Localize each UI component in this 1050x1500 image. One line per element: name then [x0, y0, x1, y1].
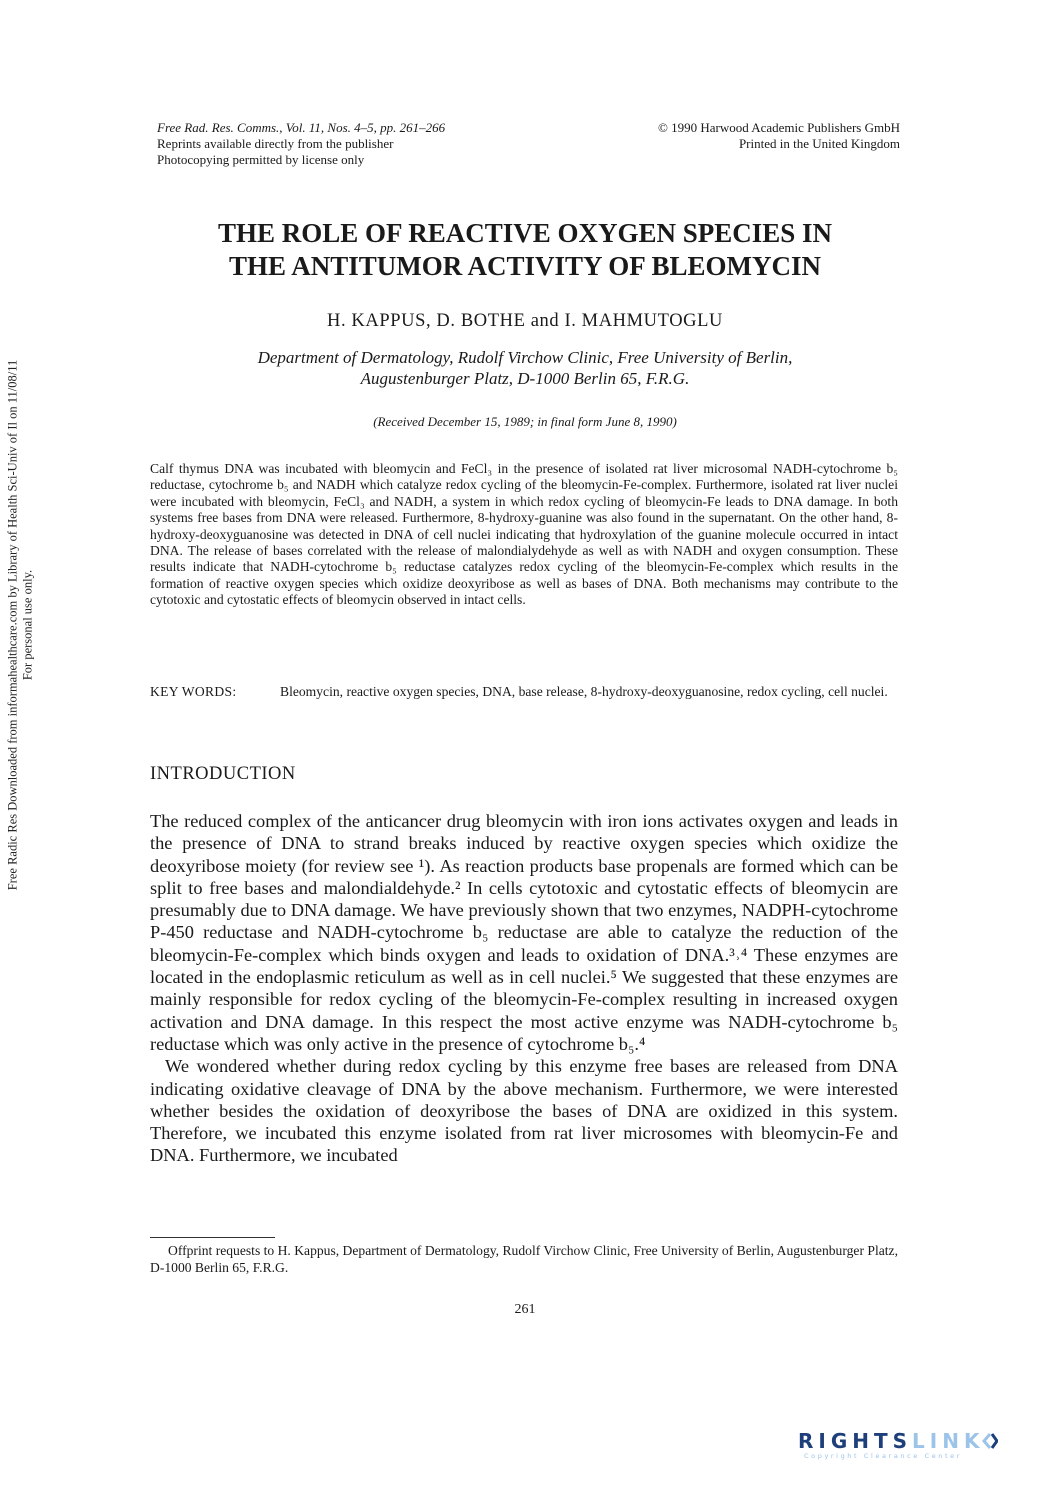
keywords-text: Bleomycin, reactive oxygen species, DNA, base release, 8-hydroxy-deoxyguanosine, redox cycling, cell nuclei. — [280, 684, 888, 699]
logo-tagline: Copyright Clearance Center — [804, 1452, 963, 1460]
download-line: Free Radic Res Downloaded from informahealthcare.com by Library of Health Sci-Univ of Il on 11/08/11 — [5, 359, 19, 891]
copyright-line: © 1990 Harwood Academic Publishers GmbH — [657, 120, 900, 135]
affiliation-line-1: Department of Dermatology, Rudolf Virchow Clinic, Free University of Berlin, — [257, 348, 793, 367]
footnote: Offprint requests to H. Kappus, Department of Dermatology, Rudolf Virchow Clinic, Free University of Berlin, Augustenburger Platz, D-1000 Berlin 65, F.R.G. — [150, 1243, 898, 1275]
citation-line-2: Reprints available directly from the publisher — [157, 136, 394, 151]
received-dates: (Received December 15, 1989; in final form June 8, 1990) — [373, 414, 677, 429]
title-line-2: THE ANTITUMOR ACTIVITY OF BLEOMYCIN — [228, 251, 822, 281]
abstract: Calf thymus DNA was incubated with bleomycin and FeCl₃ in the presence of isolated rat liver microsomal NADH-cytochrome b₅ reductase, cytochrome b₅ and NADH which catalyze redox cycling of the bleomycin-Fe-complex. Furthermore, isolated rat liver nuclei were incubated with bleomycin, FeCl₃ and NADH, a system in which redox cycling of bleomycin-Fe leads to DNA damage. In both systems free bases from DNA were released. Furthermore, 8-hydroxy-guanine was also found in the supernatant. On the other hand, 8-hydroxy-deoxyguanosine was detected in DNA of cell nuclei indicating that hydroxylation of the guanine molecule occurred in intact DNA. The release of bases correlated with the release of malondialydehyde as well as with NADH and oxygen consumption. These results indicate that NADH-cytochrome b₅ reductase catalyzes redox cycling of the bleomycin-Fe-complex which results in the formation of reactive oxygen species which oxidize deoxyribose as well as bases of DNA. Both mechanisms may contribute to the cytotoxic and cytostatic effects of bleomycin observed in intact cells. — [150, 461, 898, 608]
publisher-info — [560, 120, 900, 152]
body-paragraph: We wondered whether during redox cycling by this enzyme free bases are released from DNA indicating oxidative cleavage of DNA by the above mechanism. Furthermore, we were interested whether besides the oxidation of deoxyribose the bases of DNA are oxidized in this system. Therefore, we incubated this enzyme isolated from rat liver microsomes with bleomycin-Fe and DNA. Furthermore, we incubated — [150, 1056, 898, 1166]
logo-word-light: LINK — [912, 1429, 985, 1453]
keywords-label: KEY WORDS: — [150, 684, 237, 699]
page-number: 261 — [514, 1302, 536, 1317]
footnote-rule — [150, 1237, 275, 1238]
download-watermark — [0, 355, 40, 895]
chevron-icon — [980, 1432, 998, 1450]
keywords — [150, 684, 898, 700]
journal-citation — [157, 120, 577, 168]
logo-word-dark: RIGHTS — [798, 1429, 913, 1453]
citation-line-1: Free Rad. Res. Comms., Vol. 11, Nos. 4–5, pp. 261–266 — [157, 120, 446, 135]
citation-line-3: Photocopying permitted by license only — [157, 152, 365, 167]
affiliation-line-2: Augustenburger Platz, D-1000 Berlin 65, F.R.G. — [360, 369, 690, 388]
body-paragraph: The reduced complex of the anticancer drug bleomycin with iron ions activates oxygen and leads in the presence of DNA to strand breaks induced by reactive oxygen species which oxidize the deoxyribose moiety (for review see ¹). As reaction products base propenals are formed which can be split to free bases and malondialdehyde.² In cells cytotoxic and cytostatic effects of bleomycin are presumably due to DNA damage. We have previously shown that two enzymes, NADPH-cytochrome P-450 reductase and NADH-cytochrome b₅ reductase are able to catalyze the reduction of the bleomycin-Fe-complex which binds oxygen and leads to oxidation of DNA.³˒⁴ These enzymes are located in the endoplasmic reticulum as well as in cell nuclei.⁵ We suggested that these enzymes are mainly responsible for redox cycling of the bleomycin-Fe-complex resulting in increased oxygen activation and DNA damage. In this respect the most active enzyme was NADH-cytochrome b₅ reductase which was only active in the presence of cytochrome b₅.⁴ — [150, 811, 898, 1054]
affiliation — [100, 347, 950, 389]
section-heading: INTRODUCTION — [150, 764, 296, 784]
printed-line: Printed in the United Kingdom — [738, 136, 900, 151]
introduction-body — [150, 810, 898, 1167]
authors: H. KAPPUS, D. BOTHE and I. MAHMUTOGLU — [327, 311, 723, 331]
paper-title — [100, 217, 950, 283]
personal-use-line: For personal use only. — [20, 569, 34, 681]
title-line-1: THE ROLE OF REACTIVE OXYGEN SPECIES IN — [217, 218, 833, 248]
rightslink-logo[interactable] — [798, 1430, 1030, 1470]
